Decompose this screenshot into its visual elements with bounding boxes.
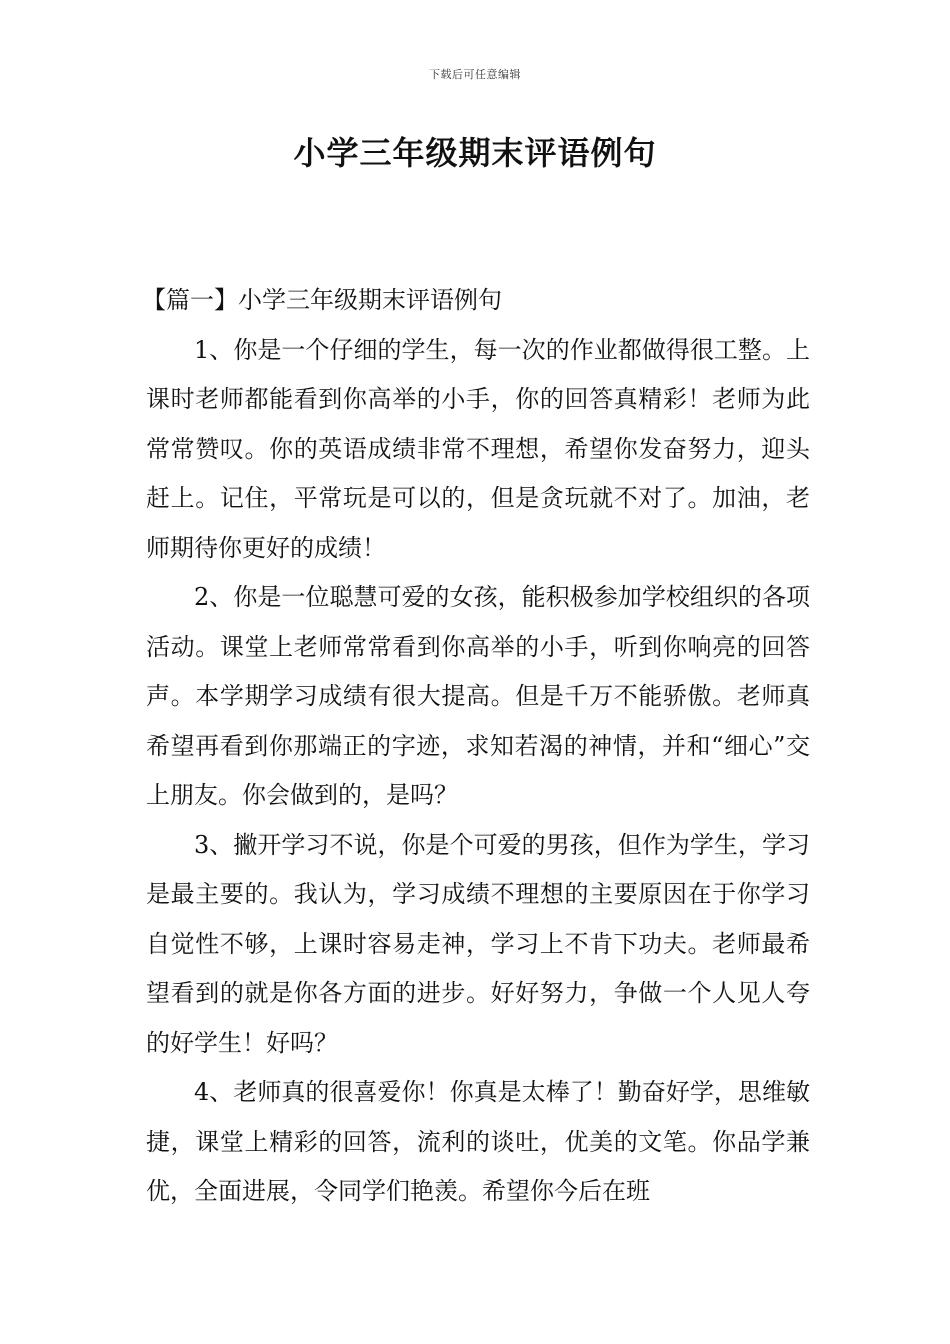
document-body	[142, 276, 810, 1217]
paragraph-1: 1、你是一个仔细的学生，每一次的作业都做得很工整。上课时老师都能看到你高举的小手，你的回答真精彩！老师为此常常赞叹。你的英语成绩非常不理想，希望你发奋努力，迎头赶上。记住，平常玩是可以的，但是贪玩就不对了。加油，老师期待你更好的成绩！	[146, 335, 810, 562]
page-title: 小学三年级期末评语例句	[293, 134, 657, 172]
paragraph-3: 3、撇开学习不说，你是个可爱的男孩，但作为学生，学习是最主要的。我认为，学习成绩不理想的主要原因在于你学习自觉性不够，上课时容易走神，学习上不肯下功夫。老师最希望看到的就是你各方面的进步。好好努力，争做一个人见人夸的好学生！好吗？	[146, 830, 810, 1057]
paragraph-2: 2、你是一位聪慧可爱的女孩，能积极参加学校组织的各项活动。课堂上老师常常看到你高举的小手，听到你响亮的回答声。本学期学习成绩有很大提高。但是千万不能骄傲。老师真希望再看到你那端正的字迹，求知若渴的神情，并和“细心”交上朋友。你会做到的，是吗？	[146, 583, 810, 809]
header-note: 下载后可任意编辑	[429, 68, 521, 81]
paragraph-4: 4、老师真的很喜爱你！你真是太棒了！勤奋好学，思维敏捷，课堂上精彩的回答，流利的谈吐，优美的文笔。你品学兼优，全面进展，令同学们艳羡。希望你今后在班	[146, 1078, 810, 1205]
section-heading: 【篇一】小学三年级期末评语例句	[142, 286, 502, 314]
